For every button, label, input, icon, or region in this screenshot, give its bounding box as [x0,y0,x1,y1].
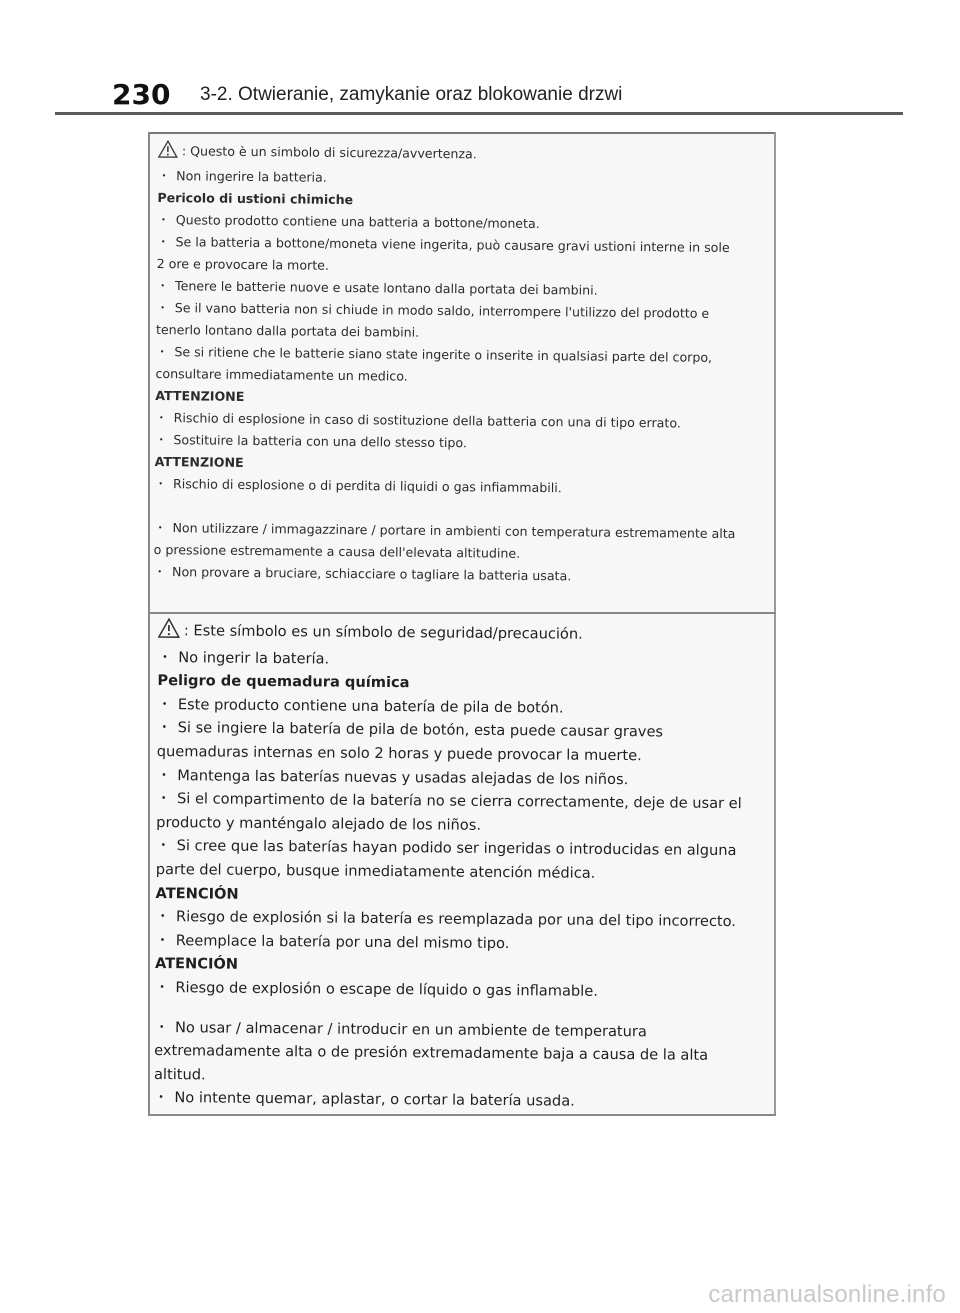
spanish-symbol-text: : Este símbolo es un símbolo de seguridad/precaución. [183,622,583,643]
italian-item: ・ Rischio di esplosione in caso di sostituzione della batteria con una di tipo errato. [155,409,681,431]
header-rule [55,112,903,115]
italian-item: ・ Non ingerire la batteria. [157,167,327,185]
warning-triangle-icon [158,618,180,646]
spanish-item: ・ Riesgo de explosión o escape de líquido o gas inflamable. [154,978,598,1000]
box-border-right [774,132,776,1116]
spanish-item: ・ Riesgo de explosión si la batería es reemplazada por una del tipo incorrecto. [155,908,737,931]
italian-heading: ATTENZIONE [154,453,244,470]
italian-item-continued: consultare immediatamente un medico. [155,365,408,384]
page-number: 230 [112,78,171,111]
italian-symbol-text: : Questo è un simbolo di sicurezza/avvertenza. [181,143,477,162]
spanish-item: ・ Mantenga las baterías nuevas y usadas alejadas de los niños. [156,766,629,788]
italian-item-continued: 2 ore e provocare la morte. [156,255,330,273]
spanish-heading: ATENCIÓN [154,955,239,974]
italian-item-continued: tenerlo lontano dalla portata dei bambini. [155,321,420,340]
spanish-item-continued: altitud. [153,1065,206,1084]
italian-heading: Pericolo di ustioni chimiche [157,189,354,208]
italian-item: ・ Non provare a bruciare, schiacciare o tagliare la batteria usata. [153,563,572,584]
spanish-item: ・ Si el compartimento de la batería no se cierra correctamente, deje de usar el [156,790,742,813]
italian-item: ・ Se il vano batteria non si chiude in modo saldo, interrompere l'utilizzo del prodotto e [156,299,710,321]
italian-item: ・ Se si ritiene che le batterie siano state ingerite o inserite in qualsiasi parte del corpo, [155,343,713,365]
box-border-left [148,132,150,1116]
spanish-item: ・ No intente quemar, aplastar, o cortar la batería usada. [153,1089,575,1110]
spanish-item-continued: quemaduras internas en solo 2 horas y puede provocar la muerte. [156,742,642,765]
spanish-item-continued: parte del cuerpo, busque inmediatamente atención médica. [155,860,596,882]
italian-item-continued: o pressione estremamente a causa dell'elevata altitudine. [153,541,521,561]
spanish-item: ・ Si se ingiere la batería de pila de botón, esta puede causar graves [156,719,664,741]
italian-item: ・ Se la batteria a bottone/moneta viene ingerita, può causare gravi ustioni interne in sole [156,233,730,255]
spanish-heading: Peligro de quemadura química [157,672,410,692]
italian-warning-panel [153,140,758,589]
spanish-item-continued: producto y manténgalo alejado de los niños. [156,813,482,834]
italian-item: ・ Sostituire la batteria con una dello stesso tipo. [154,431,467,451]
spanish-item-continued: extremadamente alta o de presión extremadamente baja a causa de la alta [154,1042,709,1064]
spanish-item: ・ Si cree que las baterías hayan podido ser ingeridas o introducidas en alguna [155,837,737,860]
spanish-warning-panel [154,618,758,1115]
italian-heading: ATTENZIONE [155,387,245,404]
warning-triangle-icon [158,140,178,165]
spanish-heading: ATENCIÓN [155,884,239,903]
scanned-warning-label [148,132,776,1116]
italian-item: ・ Tenere le batterie nuove e usate lontano dalla portata dei bambini. [156,277,598,298]
section-title: 3-2. Otwieranie, zamykanie oraz blokowanie drzwi [200,84,623,105]
spanish-item: ・ Reemplace la batería por una del mismo tipo. [155,931,510,952]
spanish-item: ・ No ingerir la batería. [157,648,330,668]
spanish-item: ・ No usar / almacenar / introducir en un ambiente de temperatura [154,1018,647,1040]
spanish-item: ・ Este producto contiene una batería de pila de botón. [157,695,564,717]
box-border-top [148,132,776,134]
italian-item: ・ Non utilizzare / immagazzinare / portare in ambienti con temperatura estremamente alta [153,519,736,542]
language-divider [148,612,776,614]
italian-item: ・ Rischio di esplosione o di perdita di liquidi o gas infiammabili. [154,475,562,496]
site-watermark: carmanualsonline.info [708,1281,946,1308]
page-header [0,0,960,120]
italian-item: ・ Questo prodotto contiene una batteria a bottone/moneta. [157,211,540,232]
